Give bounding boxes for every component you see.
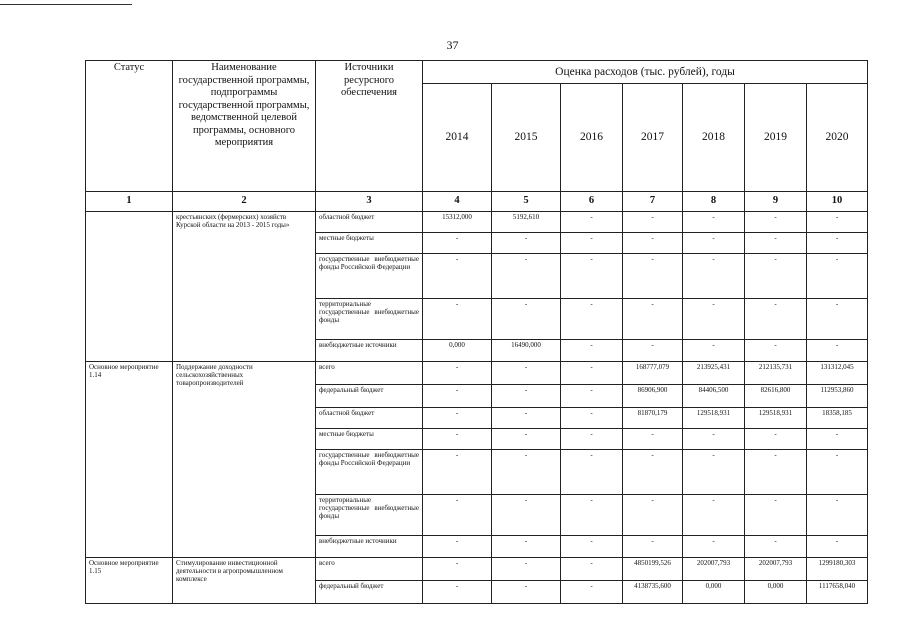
row-value: -	[561, 495, 623, 536]
row-value: 4138735,600	[623, 581, 683, 604]
column-number: 4	[423, 192, 492, 212]
row-source: областной бюджет	[316, 408, 423, 429]
row-source: всего	[316, 362, 423, 385]
row-value: -	[561, 362, 623, 385]
page-number: 37	[446, 38, 459, 52]
row-value: 131312,045	[807, 362, 868, 385]
header-year: 2018	[683, 84, 745, 192]
row-value: -	[623, 495, 683, 536]
row-value: 129518,931	[683, 408, 745, 429]
row-value: -	[683, 212, 745, 233]
row-value: -	[745, 340, 807, 362]
row-value: -	[423, 408, 492, 429]
row-value: -	[683, 299, 745, 340]
row-value: -	[561, 536, 623, 558]
row-value: 112953,860	[807, 385, 868, 408]
row-value: 86906,900	[623, 385, 683, 408]
row-value: -	[745, 495, 807, 536]
row-value: -	[561, 385, 623, 408]
row-status: Основное мероприятие 1.15	[86, 558, 173, 604]
row-value: -	[561, 233, 623, 254]
row-value: -	[745, 450, 807, 495]
column-number: 9	[745, 192, 807, 212]
row-value: -	[745, 254, 807, 299]
row-value: -	[492, 581, 561, 604]
row-source: федеральный бюджет	[316, 385, 423, 408]
row-value: -	[807, 495, 868, 536]
row-value: 81870,179	[623, 408, 683, 429]
row-source: внебюджетные источники	[316, 340, 423, 362]
column-number: 2	[173, 192, 316, 212]
row-source: территориальные государственные внебюджетные фонды	[316, 299, 423, 340]
row-value: -	[807, 450, 868, 495]
header-estimate: Оценка расходов (тыс. рублей), годы	[423, 61, 868, 84]
header-name: Наименование государственной программы, подпрограммы государственной программы, ведомственной целевой программы, основного мероприятия	[173, 61, 316, 192]
row-value: -	[683, 429, 745, 450]
row-value: -	[423, 429, 492, 450]
table-row	[86, 362, 868, 385]
row-value: 18358,185	[807, 408, 868, 429]
row-status: Основное мероприятие 1.14	[86, 362, 173, 558]
row-value: -	[745, 536, 807, 558]
header-sources: Источники ресурсного обеспечения	[316, 61, 423, 192]
row-value: -	[492, 362, 561, 385]
row-value: -	[807, 254, 868, 299]
row-value: -	[423, 385, 492, 408]
column-number: 5	[492, 192, 561, 212]
table-row	[86, 558, 868, 581]
row-value: -	[492, 299, 561, 340]
row-value: -	[561, 581, 623, 604]
row-value: -	[561, 558, 623, 581]
row-value: 212135,731	[745, 362, 807, 385]
row-source: федеральный бюджет	[316, 581, 423, 604]
row-source: государственные внебюджетные фонды Российской Федерации	[316, 254, 423, 299]
table-row	[86, 212, 868, 233]
row-program-name: Стимулирование инвестиционной деятельности в агропромышленном комплексе	[173, 558, 316, 604]
row-value: 0,000	[423, 340, 492, 362]
row-source: государственные внебюджетные фонды Российской Федерации	[316, 450, 423, 495]
row-value: -	[423, 558, 492, 581]
column-number: 10	[807, 192, 868, 212]
budget-table	[85, 60, 868, 604]
column-number: 3	[316, 192, 423, 212]
header-year: 2017	[623, 84, 683, 192]
row-value: 1117658,040	[807, 581, 868, 604]
column-number: 7	[623, 192, 683, 212]
row-value: 15312,000	[423, 212, 492, 233]
row-value: -	[807, 429, 868, 450]
row-value: -	[423, 362, 492, 385]
top-rule	[0, 4, 132, 5]
header-status: Статус	[86, 61, 173, 192]
row-value: 202007,793	[745, 558, 807, 581]
row-value: -	[807, 340, 868, 362]
row-value: -	[623, 450, 683, 495]
row-value: -	[623, 233, 683, 254]
row-value: 1299180,303	[807, 558, 868, 581]
header-year: 2014	[423, 84, 492, 192]
column-number: 8	[683, 192, 745, 212]
row-source: местные бюджеты	[316, 429, 423, 450]
row-source: территориальные государственные внебюджетные фонды	[316, 495, 423, 536]
row-value: 0,000	[683, 581, 745, 604]
row-value: -	[492, 450, 561, 495]
row-value: -	[561, 450, 623, 495]
row-value: -	[492, 495, 561, 536]
row-source: местные бюджеты	[316, 233, 423, 254]
row-value: 168777,079	[623, 362, 683, 385]
column-numbers-row	[86, 192, 868, 212]
row-value: -	[492, 408, 561, 429]
row-source: всего	[316, 558, 423, 581]
row-value: 5192,610	[492, 212, 561, 233]
row-value: -	[561, 299, 623, 340]
row-program-name: крестьянских (фермерских) хозяйств Курской области на 2013 - 2015 годы»	[173, 212, 316, 362]
row-value: -	[623, 299, 683, 340]
row-status	[86, 212, 173, 362]
row-value: -	[623, 254, 683, 299]
row-value: -	[492, 385, 561, 408]
row-value: -	[492, 558, 561, 581]
row-value: -	[683, 536, 745, 558]
row-value: -	[561, 340, 623, 362]
row-value: -	[561, 254, 623, 299]
row-value: 82616,800	[745, 385, 807, 408]
row-source: областной бюджет	[316, 212, 423, 233]
row-program-name: Поддержание доходности сельскохозяйственных товаропроизводителей	[173, 362, 316, 558]
row-value: -	[492, 536, 561, 558]
row-value: -	[745, 212, 807, 233]
row-value: -	[683, 254, 745, 299]
row-value: 4850199,526	[623, 558, 683, 581]
row-value: -	[807, 299, 868, 340]
row-value: -	[623, 536, 683, 558]
header-year: 2020	[807, 84, 868, 192]
row-value: -	[423, 536, 492, 558]
row-value: 0,000	[745, 581, 807, 604]
row-value: -	[561, 212, 623, 233]
row-value: 213925,431	[683, 362, 745, 385]
row-value: 202007,793	[683, 558, 745, 581]
row-value: -	[807, 536, 868, 558]
row-value: -	[423, 450, 492, 495]
row-value: -	[623, 429, 683, 450]
row-value: -	[683, 340, 745, 362]
row-value: -	[745, 429, 807, 450]
header-row-1	[86, 61, 868, 84]
header-year: 2015	[492, 84, 561, 192]
row-value: -	[423, 581, 492, 604]
column-number: 1	[86, 192, 173, 212]
row-value: -	[423, 233, 492, 254]
column-number: 6	[561, 192, 623, 212]
row-value: -	[423, 254, 492, 299]
row-value: 129518,931	[745, 408, 807, 429]
row-value: -	[683, 233, 745, 254]
row-value: -	[683, 495, 745, 536]
row-value: -	[561, 429, 623, 450]
row-value: -	[623, 212, 683, 233]
row-value: 16490,000	[492, 340, 561, 362]
header-year: 2019	[745, 84, 807, 192]
row-value: -	[807, 212, 868, 233]
row-value: -	[423, 299, 492, 340]
row-value: -	[807, 233, 868, 254]
row-value: -	[745, 233, 807, 254]
row-value: 84406,500	[683, 385, 745, 408]
header-year: 2016	[561, 84, 623, 192]
row-value: -	[745, 299, 807, 340]
row-value: -	[492, 429, 561, 450]
row-value: -	[492, 254, 561, 299]
row-value: -	[623, 340, 683, 362]
row-value: -	[561, 408, 623, 429]
row-value: -	[423, 495, 492, 536]
row-source: внебюджетные источники	[316, 536, 423, 558]
row-value: -	[683, 450, 745, 495]
row-value: -	[492, 233, 561, 254]
